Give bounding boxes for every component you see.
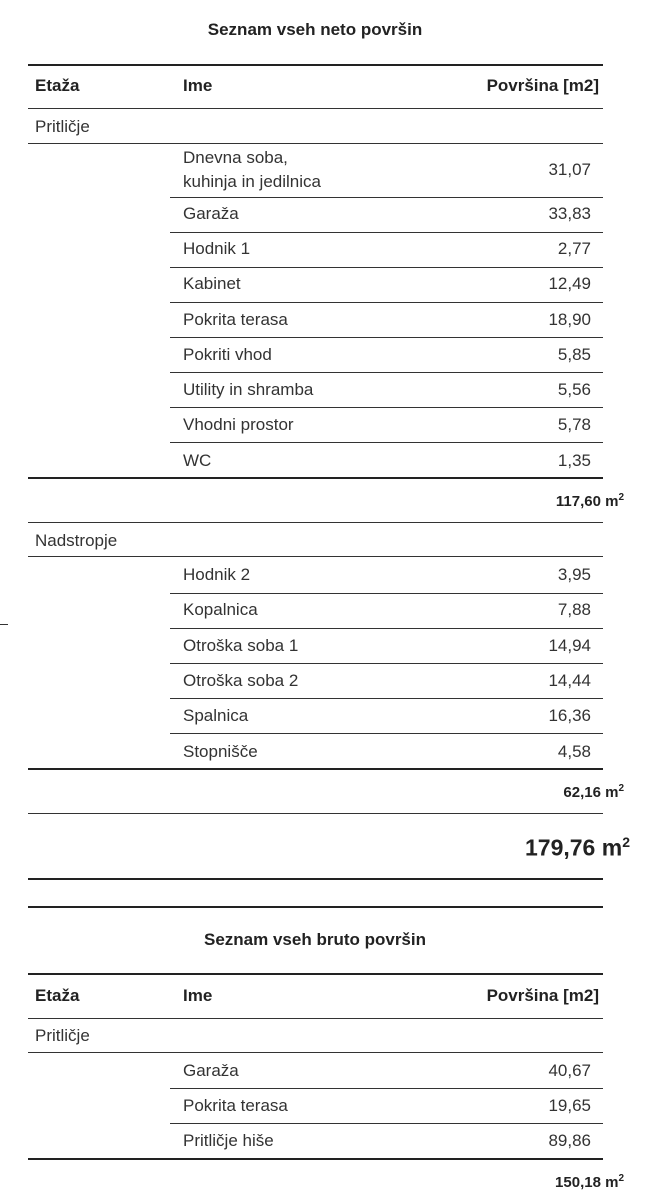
- neto-row-rule: [170, 407, 603, 408]
- bruto-table-title: Seznam vseh bruto površin: [204, 930, 426, 949]
- neto-row-rule: [170, 197, 603, 198]
- neto-room-name: Utility in shramba: [183, 380, 314, 399]
- neto-subtotal-rule: [28, 477, 603, 479]
- neto-row-rule: [170, 232, 603, 233]
- neto-room-name: Stopnišče: [183, 742, 258, 761]
- neto-col-floor-header: Etaža: [35, 76, 80, 95]
- bruto-col-name-header: Ime: [183, 986, 213, 1005]
- neto-floor-subtotal: 62,16 $m^2$: [563, 783, 624, 801]
- bruto-row-rule: [170, 1088, 603, 1089]
- neto-row-rule: [170, 733, 603, 734]
- neto-grand-total: 179,76 $m^2$: [525, 834, 630, 861]
- neto-row-rule: [170, 267, 603, 268]
- neto-room-area: 3,95: [557, 565, 591, 584]
- neto-room-name: Kabinet: [183, 274, 241, 293]
- neto-room-area: 5,85: [557, 345, 591, 364]
- bruto-floor-subtotal: 150,18 $m^2$: [555, 1173, 624, 1191]
- bruto-header-bottom-rule: [28, 1018, 603, 1019]
- neto-floor-label: Nadstropje: [35, 531, 118, 550]
- neto-section-rule: [28, 522, 603, 523]
- neto-room-name: Garaža: [183, 204, 239, 223]
- neto-room-name: Pokriti vhod: [183, 345, 272, 364]
- bruto-room-area: 89,86: [548, 1131, 591, 1150]
- neto-row-rule: [28, 143, 603, 144]
- bruto-room-name: Pokrita terasa: [183, 1096, 288, 1115]
- neto-room-area: 33,83: [548, 204, 591, 223]
- neto-room-area: 5,78: [557, 415, 591, 434]
- neto-row-rule: [170, 698, 603, 699]
- neto-room-name: Spalnica: [183, 706, 249, 725]
- neto-room-area: 31,07: [548, 160, 591, 179]
- bruto-room-area: 19,65: [548, 1096, 591, 1115]
- bruto-start-rule: [28, 906, 603, 908]
- neto-header-top-rule: [28, 64, 603, 66]
- neto-row-rule: [28, 556, 603, 557]
- neto-header-bottom-rule: [28, 108, 603, 109]
- neto-room-name: Otroška soba 1: [183, 636, 299, 655]
- neto-floor-subtotal: 117,60 $m^2$: [555, 492, 624, 510]
- bruto-room-area: 40,67: [548, 1061, 591, 1080]
- neto-room-name: kuhinja in jedilnica: [183, 172, 321, 191]
- neto-room-name: Dnevna soba,: [183, 148, 288, 167]
- neto-room-area: 12,49: [548, 274, 591, 293]
- neto-room-area: 1,35: [557, 451, 591, 470]
- bruto-subtotal-rule: [28, 1158, 603, 1160]
- bruto-room-name: Pritličje hiše: [183, 1131, 274, 1150]
- neto-row-rule: [170, 302, 603, 303]
- neto-row-rule: [170, 372, 603, 373]
- bruto-col-floor-header: Etaža: [35, 986, 80, 1005]
- neto-row-rule: [170, 593, 603, 594]
- bruto-header-top-rule: [28, 973, 603, 975]
- neto-row-rule: [170, 442, 603, 443]
- neto-table-title: Seznam vseh neto površin: [207, 20, 423, 39]
- neto-room-name: Hodnik 1: [183, 239, 251, 258]
- neto-room-area: 16,36: [548, 706, 591, 725]
- neto-col-area-header: Površina [m2]: [486, 76, 599, 95]
- bruto-col-area-header: Površina [m2]: [486, 986, 599, 1005]
- neto-col-name-header: Ime: [183, 76, 213, 95]
- neto-room-area: 14,94: [548, 636, 591, 655]
- neto-section-rule: [28, 813, 603, 814]
- neto-subtotal-rule: [28, 768, 603, 770]
- neto-floor-label: Pritličje: [35, 117, 90, 136]
- neto-room-area: 5,56: [557, 380, 591, 399]
- bruto-row-rule: [170, 1123, 603, 1124]
- neto-row-rule: [170, 663, 603, 664]
- neto-room-name: Kopalnica: [183, 600, 258, 619]
- neto-row-rule: [170, 337, 603, 338]
- neto-room-area: 2,77: [557, 239, 591, 258]
- neto-room-name: Otroška soba 2: [183, 671, 299, 690]
- neto-room-name: Vhodni prostor: [183, 415, 294, 434]
- neto-room-area: 14,44: [548, 671, 591, 690]
- neto-room-name: WC: [183, 451, 212, 470]
- neto-room-area: 18,90: [548, 310, 591, 329]
- bruto-row-rule: [28, 1052, 603, 1053]
- neto-end-rule: [28, 878, 603, 880]
- neto-room-area: 7,88: [557, 600, 591, 619]
- neto-room-name: Hodnik 2: [183, 565, 251, 584]
- bruto-floor-label: Pritličje: [35, 1026, 90, 1045]
- bruto-room-name: Garaža: [183, 1061, 239, 1080]
- neto-row-rule: [170, 628, 603, 629]
- neto-room-area: 4,58: [557, 742, 591, 761]
- neto-room-name: Pokrita terasa: [183, 310, 288, 329]
- margin-tick: [0, 624, 8, 625]
